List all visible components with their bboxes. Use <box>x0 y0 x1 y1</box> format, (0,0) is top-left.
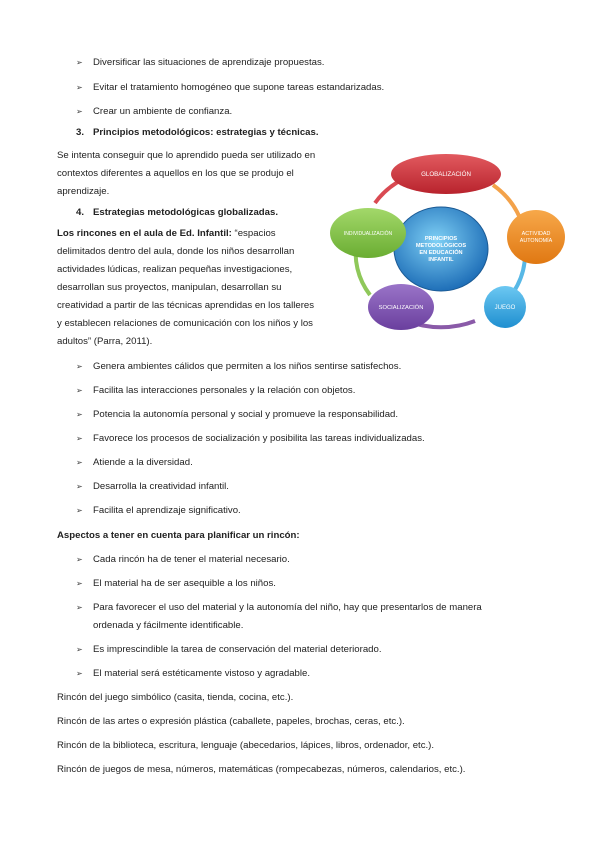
paragraph-line: desarrollan sus proyectos, manipulan, desarrollan su <box>57 282 282 293</box>
section-heading-3: 3. Principios metodológicos: estrategias y técnicas. <box>76 127 319 138</box>
paragraph-line: Se intenta conseguir que lo aprendido pueda ser utilizado en <box>57 150 316 161</box>
arrow-bullet-icon: ➢ <box>76 434 83 443</box>
center-label: PRINCIPIOS <box>424 236 458 242</box>
list-item: ➢ Cada rincón ha de tener el material necesario. <box>76 554 290 565</box>
paragraph-line: y establecen relaciones de comunicación con los niños y los <box>57 318 313 329</box>
list-item: ➢ Atiende a la diversidad. <box>76 457 193 468</box>
arrow-bullet-icon: ➢ <box>76 482 83 491</box>
paragraph-line: aprendizaje. <box>57 186 110 197</box>
arrow-bullet-icon: ➢ <box>76 83 83 92</box>
node-actividad-autonomia <box>507 210 565 264</box>
arrow-bullet-icon: ➢ <box>76 410 83 419</box>
arrow-bullet-icon: ➢ <box>76 579 83 588</box>
rincon-line: Rincón de las artes o expresión plástica (caballete, papeles, brochas, ceras, etc.). <box>57 716 405 727</box>
center-label: METODOLÓGICOS <box>415 243 467 249</box>
node-label: SOCIALIZACIÓN <box>378 305 424 311</box>
paragraph-line: adultos” (Parra, 2011). <box>57 336 153 347</box>
paragraph-line: Los rincones en el aula de Ed. Infantil: “espacios <box>57 228 276 239</box>
list-item: ➢ Desarrolla la creatividad infantil. <box>76 481 229 492</box>
arrow-bullet-icon: ➢ <box>76 107 83 116</box>
list-item: ➢ Potencia la autonomía personal y social y promueve la responsabilidad. <box>76 409 399 420</box>
list-item: ➢ El material ha de ser asequible a los niños. <box>76 578 276 589</box>
node-label: JUEGO <box>494 305 516 311</box>
center-label: INFANTIL <box>428 257 454 263</box>
arrow-bullet-icon: ➢ <box>76 645 83 654</box>
center-label: EN EDUCACIÓN <box>419 250 463 256</box>
list-item: ➢ Favorece los procesos de socialización y posibilita las tareas individualizadas. <box>76 433 425 444</box>
arrow-bullet-icon: ➢ <box>76 669 83 678</box>
principles-diagram <box>325 145 565 345</box>
list-item: ➢ Genera ambientes cálidos que permiten a los niños sentirse satisfechos. <box>76 361 402 372</box>
arrow-bullet-icon: ➢ <box>76 386 83 395</box>
section-heading-aspectos: Aspectos a tener en cuenta para planificar un rincón: <box>57 530 300 541</box>
list-item: ➢ Para favorecer el uso del material y la autonomía del niño, hay que presentarlos de manera <box>76 602 482 613</box>
paragraph-line: contextos diferentes a aquellos en los que se produjo el <box>57 168 294 179</box>
arrow-bullet-icon: ➢ <box>76 506 83 515</box>
list-item: ➢ Crear un ambiente de confianza. <box>76 106 233 117</box>
list-item-continuation: ordenada y fácilmente identificable. <box>93 620 244 631</box>
node-label: AUTONOMÍA <box>519 238 553 244</box>
arrow-bullet-icon: ➢ <box>76 362 83 371</box>
paragraph-line: actividades lúdicas, realizan pequeñas investigaciones, <box>57 264 293 275</box>
node-label: ACTIVIDAD <box>521 231 551 237</box>
section-heading-4: 4. Estrategias metodológicas globalizadas. <box>76 207 278 218</box>
list-item: ➢ Diversificar las situaciones de aprendizaje propuestas. <box>76 57 325 68</box>
list-item: ➢ Es imprescindible la tarea de conservación del material deteriorado. <box>76 644 382 655</box>
list-item: ➢ Evitar el tratamiento homogéneo que supone tareas estandarizadas. <box>76 82 385 93</box>
arrow-bullet-icon: ➢ <box>76 603 83 612</box>
paragraph-line: delimitados dentro del aula, donde los niños desarrollan <box>57 246 295 257</box>
arrow-bullet-icon: ➢ <box>76 58 83 67</box>
list-item: ➢ Facilita el aprendizaje significativo. <box>76 505 241 516</box>
arrow-bullet-icon: ➢ <box>76 458 83 467</box>
center-circle <box>394 207 488 291</box>
list-item: ➢ El material será estéticamente vistoso y agradable. <box>76 668 311 679</box>
arrow-bullet-icon: ➢ <box>76 555 83 564</box>
node-label: INDIVIDUALIZACIÓN <box>343 231 393 237</box>
rincon-line: Rincón del juego simbólico (casita, tienda, cocina, etc.). <box>57 692 294 703</box>
rincon-line: Rincón de la biblioteca, escritura, lenguaje (abecedarios, lápices, libros, ordenador, etc.). <box>57 740 435 751</box>
node-label: GLOBALIZACIÓN <box>421 171 471 178</box>
list-item: ➢ Facilita las interacciones personales y la relación con objetos. <box>76 385 356 396</box>
rincon-line: Rincón de juegos de mesa, números, matemáticas (rompecabezas, números, calendarios, etc.). <box>57 764 466 775</box>
paragraph-line: creatividad a partir de las técnicas aprendidas en los talleres <box>57 300 315 311</box>
